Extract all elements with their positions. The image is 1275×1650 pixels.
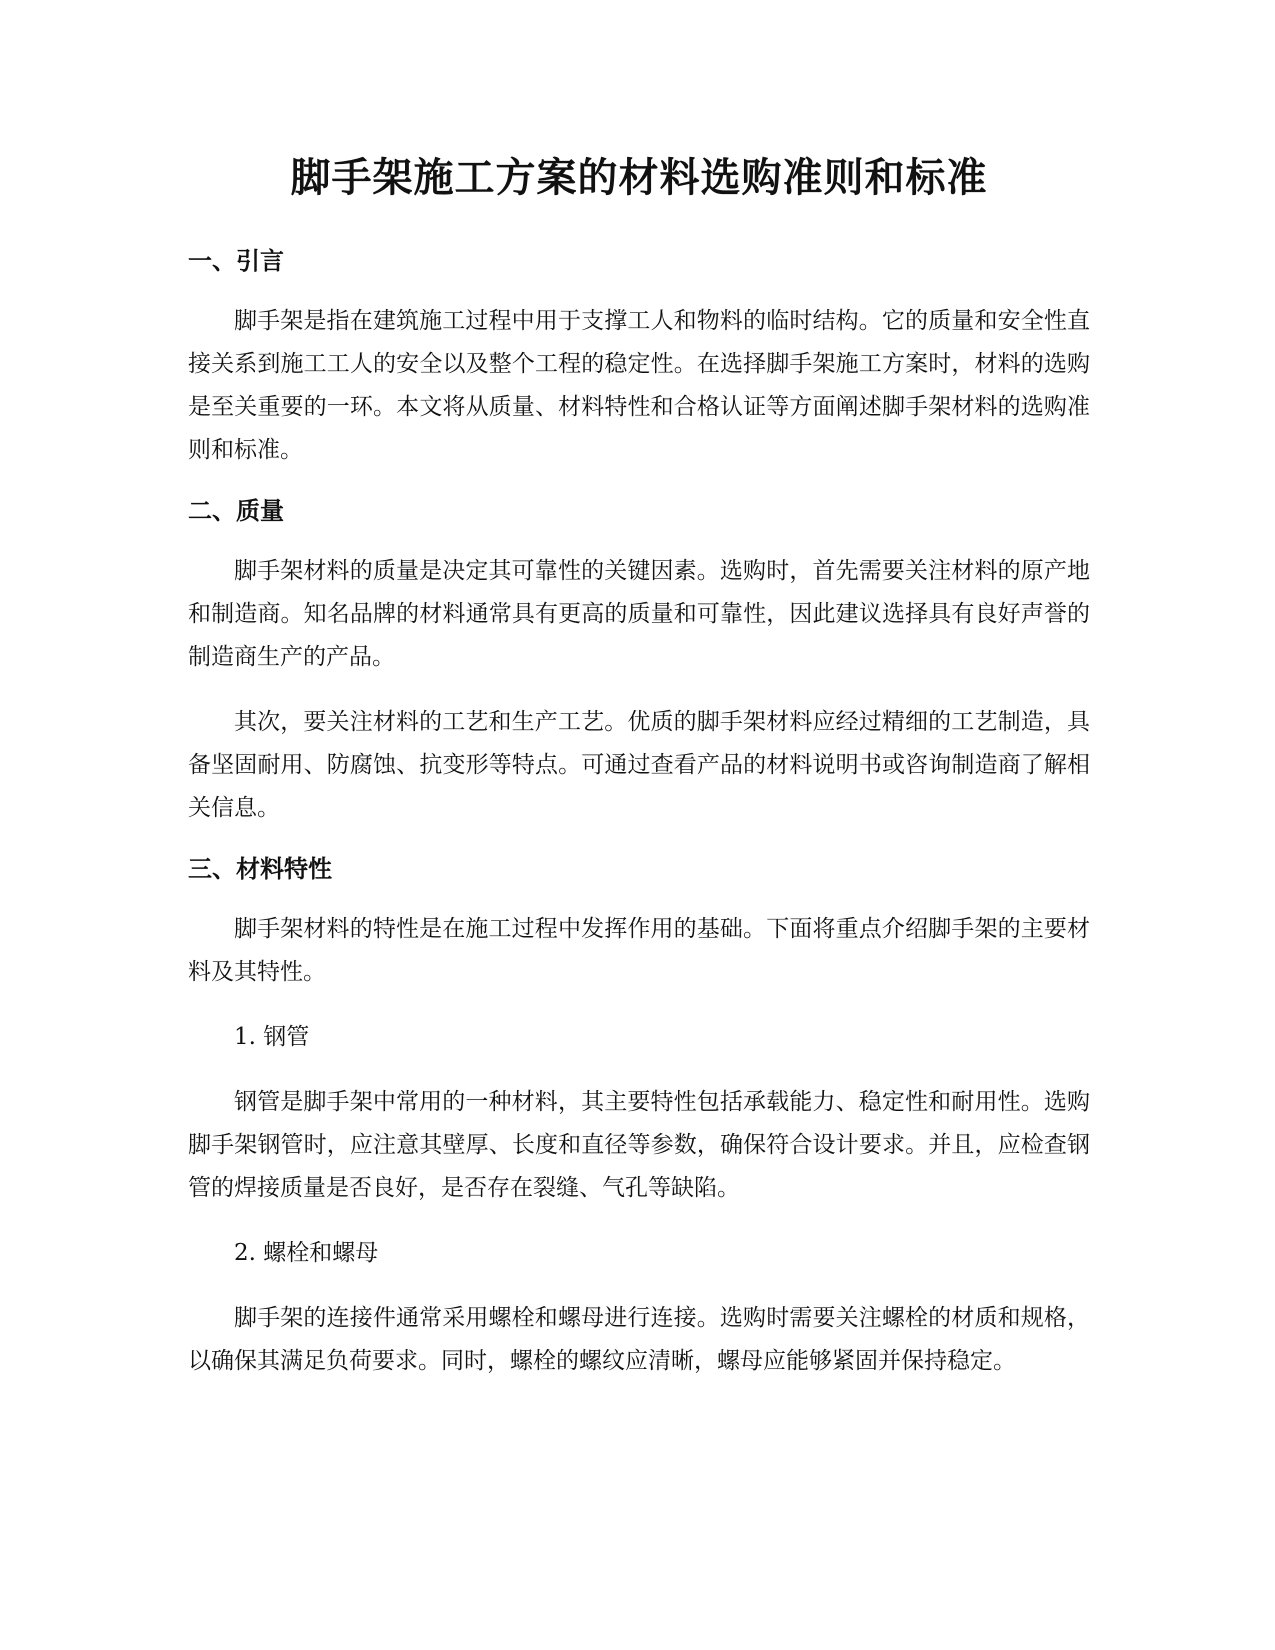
section-material-properties bbox=[188, 852, 1090, 1383]
document-body bbox=[188, 150, 1090, 1405]
paragraph: 脚手架的连接件通常采用螺栓和螺母进行连接。选购时需要关注螺栓的材质和规格，以确保其满足负荷要求。同时，螺栓的螺纹应清晰，螺母应能够紧固并保持稳定。 bbox=[188, 1305, 1090, 1374]
paragraph: 脚手架材料的质量是决定其可靠性的关键因素。选购时，首先需要关注材料的原产地和制造商。知名品牌的材料通常具有更高的质量和可靠性，因此建议选择具有良好声誉的制造商生产的产品。 bbox=[188, 558, 1090, 670]
section-quality bbox=[188, 494, 1090, 830]
section-heading: 一、引言 bbox=[188, 247, 284, 275]
paragraph: 钢管是脚手架中常用的一种材料，其主要特性包括承载能力、稳定性和耐用性。选购脚手架钢管时，应注意其壁厚、长度和直径等参数，确保符合设计要求。并且，应检查钢管的焊接质量是否良好，是否存在裂缝、气孔等缺陷。 bbox=[188, 1089, 1090, 1201]
section-heading: 三、材料特性 bbox=[188, 855, 332, 883]
section-introduction bbox=[188, 244, 1090, 472]
list-item-label: 2. 螺栓和螺母 bbox=[234, 1240, 379, 1266]
document-title: 脚手架施工方案的材料选购准则和标准 bbox=[290, 155, 988, 201]
paragraph: 其次，要关注材料的工艺和生产工艺。优质的脚手架材料应经过精细的工艺制造，具备坚固耐用、防腐蚀、抗变形等特点。可通过查看产品的材料说明书或咨询制造商了解相关信息。 bbox=[188, 709, 1090, 821]
list-item-label: 1. 钢管 bbox=[234, 1024, 310, 1050]
paragraph: 脚手架材料的特性是在施工过程中发挥作用的基础。下面将重点介绍脚手架的主要材料及其特性。 bbox=[188, 916, 1090, 985]
section-heading: 二、质量 bbox=[188, 497, 284, 525]
paragraph: 脚手架是指在建筑施工过程中用于支撑工人和物料的临时结构。它的质量和安全性直接关系到施工工人的安全以及整个工程的稳定性。在选择脚手架施工方案时，材料的选购是至关重要的一环。本文将从质量、材料特性和合格认证等方面阐述脚手架材料的选购准则和标准。 bbox=[188, 308, 1090, 463]
